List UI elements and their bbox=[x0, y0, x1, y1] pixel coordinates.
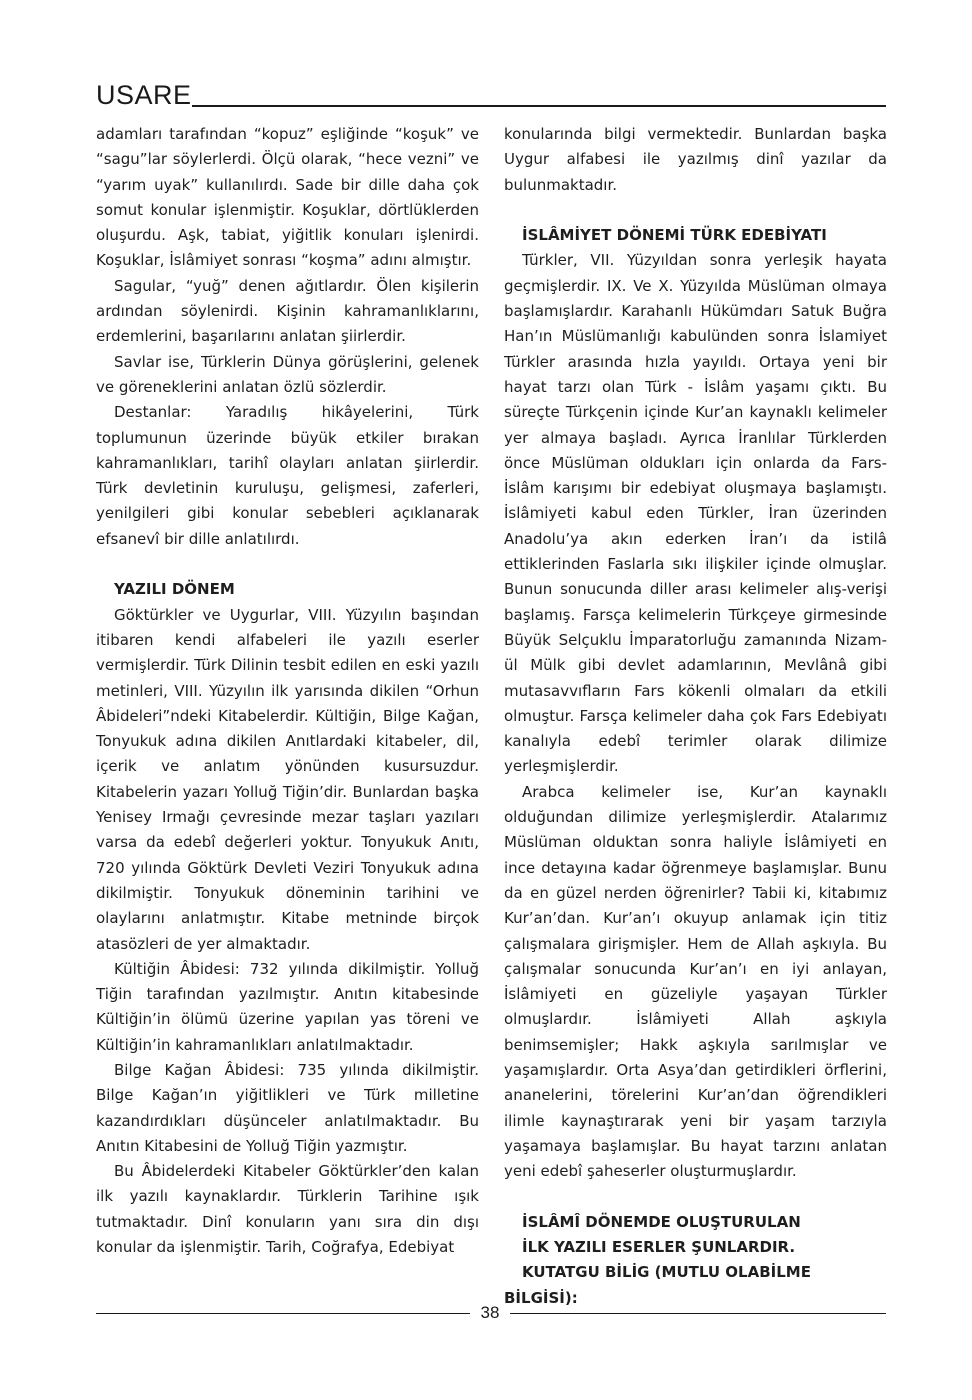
right-column bbox=[504, 122, 887, 1311]
section-heading: YAZILI DÖNEM bbox=[114, 580, 235, 599]
footer-rule-left bbox=[96, 1313, 470, 1314]
spacer bbox=[504, 198, 887, 223]
paragraph: Savlar ise, Türklerin Dünya görüşlerini, gelenek ve göreneklerini anlatan özlü sözlerdir. bbox=[96, 352, 479, 396]
footer-rule-right bbox=[510, 1313, 886, 1314]
left-column bbox=[96, 122, 479, 1260]
paragraph: Göktürkler ve Uygurlar, VIII. Yüzyılın başından itibaren kendi alfabeleri ile yazılı eserler vermişlerdir. Türk Dilinin tesbit edilen en eski yazılı metinleri, VIII. Yüzyılın ilk yarısında dikilen “Orhun Âbideleri”ndeki Kitabelerdir. Kültiğin, Bilge Kağan, Tonyukuk adına dikilen Anıtlardaki kitabeler, dil, içerik ve anlatım yönünden kusursuzdur. Kitabelerin yazarı Yolluğ Tiğin’dir. Bunlardan başka Yenisey Irmağı çevresinde mezar taşları yazıları varsa da edebî değerleri yoktur. Tonyukuk Anıtı, 720 yılında Göktürk Devleti Veziri Tonyukuk adına dikilmiştir. Tonyukuk döneminin tarihini ve olaylarını anlatmıştır. Kitabe metninde birçok atasözleri de yer almaktadır. bbox=[96, 605, 479, 953]
paragraph: adamları tarafından “kopuz” eşliğinde “koşuk” ve “sagu”lar söylerlerdi. Ölçü olarak, “hece vezni” ve “yarım uyak” kullanılırdı. Sade bir dille daha çok somut konular işlenmiştir. Koşuklar, dörtlüklerden oluşurdu. Aşk, tabiat, yiğitlik konuları işlenirdi. Koşuklar, İslâmiyet sonrası “koşma” adını almıştır. bbox=[96, 125, 479, 270]
paragraph: konularında bilgi vermektedir. Bunlardan başka Uygur alfabesi ile yazılmış dinî yazılar da bulunmaktadır. bbox=[504, 125, 887, 194]
spacer bbox=[96, 552, 479, 577]
heading-line: İLK YAZILI ESERLER ŞUNLARDIR. bbox=[522, 1238, 796, 1257]
page-footer bbox=[96, 1300, 886, 1330]
paragraph: Destanlar: Yaradılış hikâyelerini, Türk toplumunun üzerinde büyük etkiler bırakan kahramanlıkları, tarihî olayları anlatan şiirlerdir. Türk devletinin kuruluşu, gelişmesi, zaferleri, yenilgileri gibi konular sebebleri açıklanarak efsanevî bir dille anlatılırdı. bbox=[96, 403, 479, 548]
page-number: 38 bbox=[480, 1303, 500, 1322]
page-header bbox=[96, 80, 886, 110]
paragraph: Arabca kelimeler ise, Kur’an kaynaklı olduğundan dilimize yerleşmişlerdir. Atalarımız Müslüman olduktan sonra haliyle İslâmiyeti en ince detayına kadar öğrenmeye başlamışlar. Bunu da en güzel nerden öğrenirler? Tabii ki, kitabımız Kur’an’dan. Kur’an’ı okuyup anlamak için titiz çalışmalara girişmişler. Hem de Allah aşkıyla. Bu çalışmalar sonucunda Kur’an’ı en iyi anlayan, İslâmiyeti en güzeliyle yaşayan Türkler olmuşlardır. İslâmiyeti Allah aşkıyla benimsemişler; Hakk aşkıyla sarılmışlar ve yaşamışlardır. Orta Asya’dan getirdikleri örflerini, ananelerini, törelerini Kur’an’dan öğrendikleri ilimle kaynaştırarak yeni bir yaşam tarzıyla yaşamaya başlamışlar. Bu hayat tarzını anlatan yeni edebî şaheserler oluşturmuşlardır. bbox=[504, 782, 887, 1181]
paragraph: Kültiğin Âbidesi: 732 yılında dikilmiştir. Yolluğ Tiğin tarafından yazılmıştır. Anıtın kitabesinde Kültiğin’in ölümü üzerine yapılan yas töreni ve Kültiğin’in kahramanlıkları anlatılmaktadır. bbox=[96, 959, 479, 1054]
paragraph: Sagular, “yuğ” denen ağıtlardır. Ölen kişilerin ardından söylenirdi. Kişinin kahramanlıklarını, erdemlerini, başarılarını anlatan şiirlerdir. bbox=[96, 276, 479, 346]
paragraph: Türkler, VII. Yüzyıldan sonra yerleşik hayata geçmişlerdir. IX. Ve X. Yüzyılda Müslüman olmaya başlamışlardır. Karahanlı Hükümdarı Satuk Buğra Han’ın Müslümanlığı kabulünden sonra İslamiyet Türkler arasında hızla yayıldı. Ortaya yeni bir hayat tarzı olan Türk - İslâm yaşamı çıktı. Bu süreçte Türkçenin içinde Kur’an kaynaklı kelimeler yer almaya başladı. Ayrıca İranlılar Türklerden önce Müslüman oldukları için onlarda da Fars-İslâm karışımı bir edebiyat oluşmaya başlamıştı. İslâmiyeti kabul eden Türkler, İran üzerinden Anadolu’ya akın ederken İran’ı da istilâ ettiklerinden Faslarla sıkı ilişkiler içinde olmuşlar. Bunun sonucunda diller arası kelimeler alış-verişi başlamış. Farsça kelimelerin Türkçeye girmesinde Büyük Selçuklu İmparatorluğu zamanında Nizam-ül Mülk gibi devlet adamlarının, Mevlânâ gibi mutasavvıfların Fars kökenli olmaları da etkili olmuştur. Farsça kelimeler daha çok Fars Edebiyatı kanalıyla edebî terimler olarak dilimize yerleşmişlerdir. bbox=[504, 251, 887, 776]
spacer bbox=[504, 1184, 887, 1209]
section-heading: İSLÂMİYET DÖNEMİ TÜRK EDEBİYATI bbox=[522, 226, 827, 245]
section-heading bbox=[504, 1210, 887, 1311]
header-rule bbox=[192, 105, 886, 107]
heading-line: KUTATGU BİLİG (MUTLU OLABİLME BİLGİSİ): bbox=[504, 1263, 811, 1307]
publication-title: USARE bbox=[96, 80, 192, 110]
paragraph: Bu Âbidelerdeki Kitabeler Göktürkler’den kalan ilk yazılı kaynaklardır. Türklerin Tarihine ışık tutmaktadır. Dinî konuların yanı sıra din dışı konular da işlenmiştir. Tarih, Coğrafya, Edebiyat bbox=[96, 1162, 479, 1257]
heading-line: İSLÂMÎ DÖNEMDE OLUŞTURULAN bbox=[522, 1212, 801, 1231]
paragraph: Bilge Kağan Âbidesi: 735 yılında dikilmiştir. Bilge Kağan’ın yiğitlikleri ve Türk milletine kazandırdıkları düşünceler anlatılmaktadır. Bu Anıtın Kitabesini de Yolluğ Tiğin yazmıştır. bbox=[96, 1060, 479, 1155]
